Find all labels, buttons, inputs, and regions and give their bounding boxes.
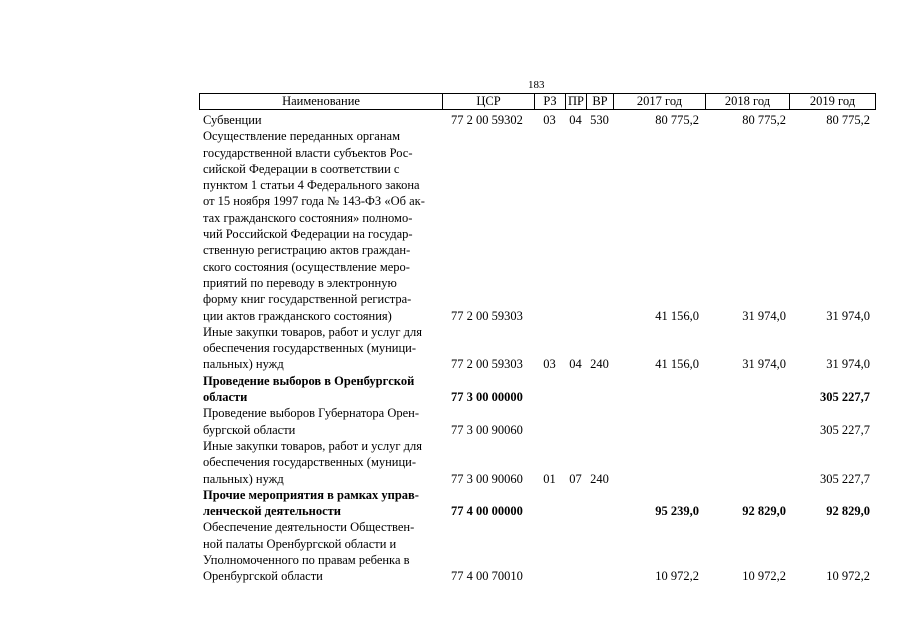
row-name: Иные закупки товаров, работ и услуг для обеспечения государственных (муници- пальных) нужд [203,324,423,372]
row-csr: 77 4 00 00000 [451,504,523,519]
table-row [199,405,876,438]
header-vr: ВР [587,94,614,109]
row-2018: 92 829,0 [742,504,786,519]
header-2018: 2018 год [706,94,790,109]
row-pr: 07 [569,471,582,486]
table-row [199,487,876,520]
row-vr: 530 [590,113,609,127]
row-2019: 305 227,7 [820,471,870,486]
row-vr: 240 [590,357,609,372]
header-pr: ПР [566,94,587,109]
table-row [199,128,876,324]
row-pr: 04 [569,357,582,372]
row-csr: 77 2 00 59302 [451,113,523,127]
row-2019: 305 227,7 [820,390,870,405]
row-2017: 41 156,0 [655,308,699,323]
row-rz: 01 [543,471,556,486]
row-pr: 04 [569,113,582,127]
row-csr: 77 2 00 59303 [451,357,523,372]
row-csr: 77 3 00 90060 [451,471,523,486]
row-2018: 31 974,0 [742,357,786,372]
table-body [199,112,876,585]
row-name: Осуществление переданных органам государственной власти субъектов Рос- сийской Федерации в соответствии с пунктом 1 статьи 4 Федерального закона от 15 ноября 1997 года № 143-ФЗ «Об ак- тах гражданского состояния» полномо- чий Российской Федерации на государ- ственную регистрацию актов граждан- ского состояния (осуществление меро- приятий по переводу в электронную форму книг государственной регистра- ции актов гражданского состояния) [203,129,425,323]
row-2019: 92 829,0 [826,504,870,519]
table-row [199,519,876,584]
row-name: Проведение выборов Губернатора Орен- бургской области [203,406,420,437]
row-2019: 31 974,0 [826,357,870,372]
row-vr: 240 [590,471,609,486]
row-2017: 80 775,2 [655,113,699,127]
table-row [199,438,876,487]
row-csr: 77 3 00 00000 [451,390,523,405]
row-2019: 80 775,2 [826,113,870,127]
row-2019: 10 972,2 [826,569,870,584]
row-2017: 95 239,0 [655,504,699,519]
table-row [199,112,876,128]
row-name: Обеспечение деятельности Обществен- ной палаты Оренбургской области и Уполномоченного по правам ребенка в Оренбургской области [203,520,415,584]
row-2018: 80 775,2 [742,113,786,127]
row-name: Прочие мероприятия в рамках управ- ленческой деятельности [203,487,419,519]
header-name: Наименование [200,94,443,109]
row-2018: 10 972,2 [742,569,786,584]
row-2017: 10 972,2 [655,569,699,584]
row-name: Проведение выборов в Оренбургской области [203,373,415,405]
table-header [199,93,876,110]
page-number: 183 [528,79,545,91]
row-2017: 41 156,0 [655,357,699,372]
row-2019: 31 974,0 [826,308,870,323]
table-row [199,373,876,406]
header-2019: 2019 год [809,94,856,108]
header-csr: ЦСР [443,94,535,109]
row-rz: 03 [543,357,556,372]
row-csr: 77 4 00 70010 [451,569,523,584]
row-name: Иные закупки товаров, работ и услуг для обеспечения государственных (муници- пальных) нужд [203,438,423,486]
table-row [199,324,876,373]
row-2018: 31 974,0 [742,308,786,323]
row-2019: 305 227,7 [820,422,870,437]
header-rz: РЗ [535,94,566,109]
row-rz: 03 [543,113,556,127]
row-csr: 77 2 00 59303 [451,308,523,323]
row-name: Субвенции [203,113,262,127]
row-csr: 77 3 00 90060 [451,422,523,437]
header-2017: 2017 год [614,94,706,109]
